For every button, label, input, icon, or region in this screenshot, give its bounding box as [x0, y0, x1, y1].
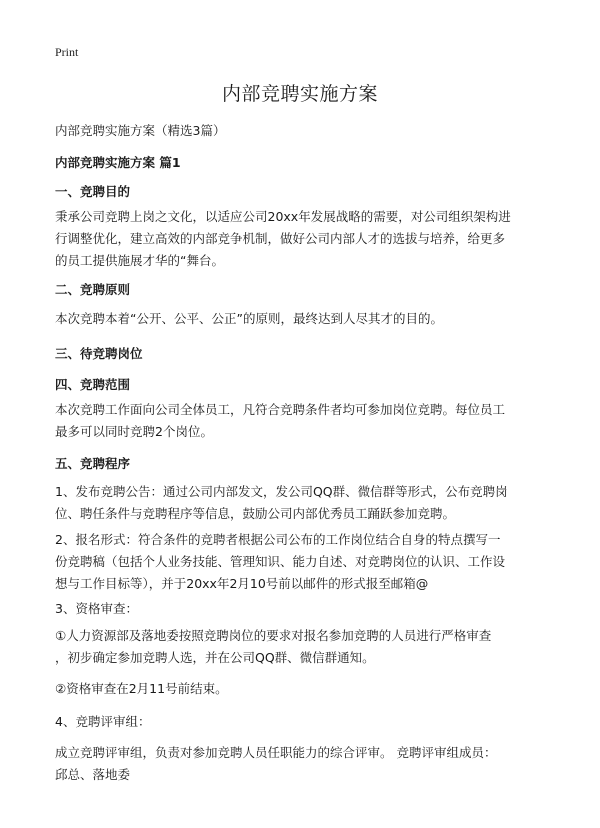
- heading-positions: 三、待竞聘岗位: [55, 346, 143, 361]
- paragraph-line: 份竞聘稿（包括个人业务技能、管理知识、能力自述、对竞聘岗位的认识、工作设: [55, 554, 506, 569]
- document-subtitle: 内部竞聘实施方案（精选3篇）: [55, 123, 226, 138]
- paragraph-step3: [55, 598, 555, 620]
- paragraph-step4a: [55, 742, 555, 786]
- paragraph-line: 本次竞聘工作面向公司全体员工，凡符合竞聘条件者均可参加岗位竞聘。每位员工: [55, 402, 506, 417]
- paragraph-line: 本次竞聘本着“公开、公平、公正”的原则，最终达到人尽其才的目的。: [55, 311, 443, 326]
- paragraph-step2: [55, 529, 555, 595]
- paragraph-line: ①人力资源部及落地委按照竞聘岗位的要求对报名参加竞聘的人员进行严格审查: [55, 628, 492, 643]
- paragraph-line: ，初步确定参加竞聘人选，并在公司QQ群、微信群通知。: [55, 650, 375, 665]
- paragraph-line: ②资格审查在2月11号前结束。: [55, 681, 228, 696]
- heading-principle: 二、竞聘原则: [55, 282, 131, 297]
- paragraph-step3a: [55, 625, 555, 669]
- paragraph-step3b: [55, 678, 555, 700]
- paragraph-step4: [55, 711, 555, 733]
- paragraph-line: 1、发布竞聘公告：通过公司内部发文，发公司QQ群、微信群等形式，公布竞聘岗: [55, 484, 508, 499]
- paragraph-line: 想与工作目标等），并于20xx年2月10号前以邮件的形式报至邮箱@: [55, 576, 429, 591]
- paragraph-principle: [55, 308, 555, 330]
- paragraph-line: 秉承公司竞聘上岗之文化，以适应公司20xx年发展战略的需要，对公司组织架构进: [55, 209, 511, 224]
- paragraph-line: 2、报名形式：符合条件的竞聘者根据公司公布的工作岗位结合自身的特点撰写一: [55, 532, 501, 547]
- print-link[interactable]: Print: [55, 45, 79, 59]
- paragraph-line: 的员工提供施展才华的“舞台。: [55, 253, 224, 268]
- paragraph-line: 成立竞聘评审组，负责对参加竞聘人员任职能力的综合评审。 竞聘评审组成员：: [55, 745, 497, 760]
- paragraph-line: 4、竞聘评审组：: [55, 714, 151, 729]
- heading-scope: 四、竞聘范围: [55, 377, 131, 392]
- section-title: 内部竞聘实施方案 篇1: [55, 155, 181, 170]
- paragraph-line: 行调整优化，建立高效的内部竞争机制，做好公司内部人才的选拔与培养，给更多: [55, 231, 506, 246]
- heading-procedure: 五、竞聘程序: [55, 456, 131, 471]
- paragraph-line: 位、聘任条件与竞聘程序等信息，鼓励公司内部优秀员工踊跃参加竞聘。: [55, 506, 456, 521]
- document-title: 内部竞聘实施方案: [221, 83, 378, 105]
- paragraph-line: 3、资格审查：: [55, 601, 138, 616]
- paragraph-line: 邱总、落地委: [55, 767, 131, 782]
- paragraph-step1: [55, 481, 555, 525]
- paragraph-line: 最多可以同时竞聘2个岗位。: [55, 424, 213, 439]
- paragraph-purpose: [55, 206, 555, 272]
- paragraph-scope: [55, 399, 555, 443]
- heading-purpose: 一、竞聘目的: [55, 184, 131, 199]
